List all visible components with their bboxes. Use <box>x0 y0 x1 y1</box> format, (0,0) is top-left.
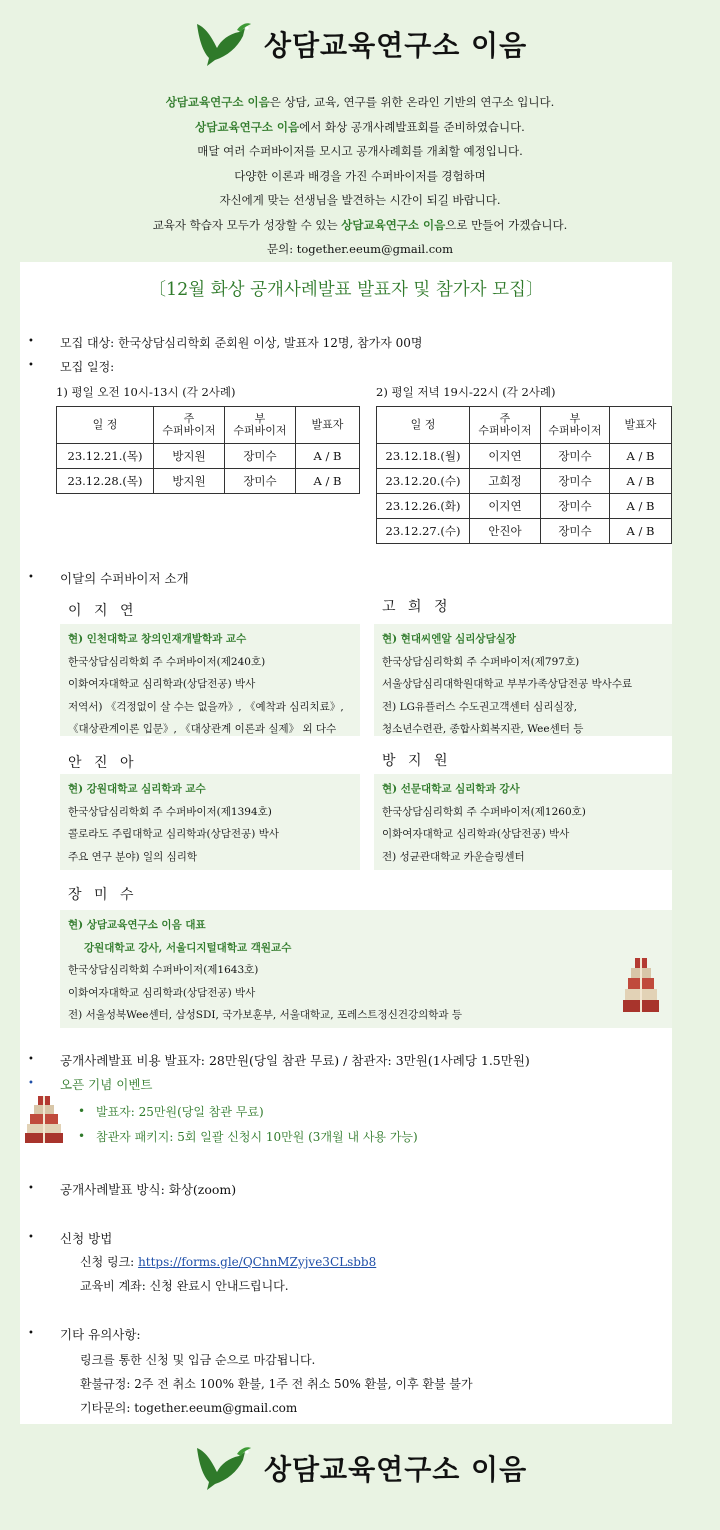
intro-line: 교육자 학습자 모두가 성장할 수 있는 상담교육연구소 이음으로 만들어 가겠습니다. <box>152 217 568 232</box>
supervisor-name: 방 지 원 <box>382 753 452 769</box>
intro-line: 상담교육연구소 이음에서 화상 공개사례발표회를 준비하였습니다. <box>195 119 525 134</box>
intro-line: 상담교육연구소 이음은 상담, 교육, 연구를 위한 온라인 기반의 연구소 입니다. <box>165 95 555 109</box>
cell-presenter: A / B <box>610 494 672 519</box>
table-row <box>377 469 672 494</box>
page-title: 〔12월 화상 공개사례발표 발표자 및 참가자 모집〕 <box>148 280 544 300</box>
header <box>0 0 720 262</box>
notes-line: 링크를 통한 신청 및 입금 순으로 마감됩니다. <box>80 1353 316 1367</box>
apply-link-label: 신청 링크: <box>80 1255 135 1269</box>
bullet: • <box>28 360 34 371</box>
bullet: • <box>28 1183 34 1194</box>
intro-line: 다양한 이론과 배경을 가진 수퍼바이저를 경험하며 <box>234 168 486 183</box>
supervisor-line: 현) 인천대학교 창의인재개발학과 교수 <box>68 633 247 645</box>
cell-main: 방지원 <box>154 469 225 494</box>
sub-bullet: • <box>78 1104 86 1118</box>
cell-sub: 장미수 <box>225 469 296 494</box>
notes-line: 환불규정: 2주 전 취소 100% 환불, 1주 전 취소 50% 환불, 이후 환불 불가 <box>80 1377 473 1391</box>
supervisor-line: 강원대학교 강사, 서울디지털대학교 객원교수 <box>84 941 292 954</box>
supervisor-name: 장 미 수 <box>68 887 138 903</box>
event-heading: 오픈 기념 이벤트 <box>60 1077 153 1092</box>
dove-icon <box>193 18 253 70</box>
cell-presenter: A / B <box>610 444 672 469</box>
cell-sub: 장미수 <box>225 444 296 469</box>
bullet: • <box>28 1232 34 1243</box>
event-item: 발표자: 25만원(당일 참관 무료) <box>96 1105 264 1119</box>
table-row <box>57 444 360 469</box>
weekday-schedule-table <box>56 406 360 494</box>
supervisor-line: 저역서) 《걱정없이 살 수는 없을까》, 《예착과 심리치료》, <box>68 700 344 713</box>
cell-sub: 장미수 <box>541 444 610 469</box>
supervisor-line: 《대상관계이론 입문》, 《대상관계 이론과 실제》 외 다수 <box>68 723 337 735</box>
supervisor-line: 전) 성균관대학교 카운슬링센터 <box>382 850 525 863</box>
notes-heading: 기타 유의사항: <box>60 1327 141 1342</box>
col-main-supervisor: 주 수퍼바이저 <box>154 407 225 444</box>
cell-presenter: A / B <box>296 469 360 494</box>
supervisor-line: 한국상담심리학회 주 수퍼바이저(제797호) <box>382 655 580 668</box>
bullet: • <box>28 1054 34 1065</box>
col-main-supervisor: 주 수퍼바이저 <box>470 407 541 444</box>
supervisor-line: 전) 서울성북Wee센터, 삼성SDI, 국가보훈부, 서울대학교, 포레스트정신건강의학과 등 <box>68 1009 463 1021</box>
cell-main: 안진아 <box>470 519 541 544</box>
supervisor-line: 청소년수련관, 종합사회복지관, Wee센터 등 <box>382 723 584 735</box>
apply-account: 교육비 계좌: 신청 완료시 안내드립니다. <box>80 1279 289 1293</box>
supervisor-line: 한국상담심리학회 주 수퍼바이저(제240호) <box>68 655 266 668</box>
fee-info: 공개사례발표 비용 발표자: 28만원(당일 참관 무료) / 참관자: 3만원(1사례당 1.5만원) <box>60 1053 530 1068</box>
cell-main: 고희정 <box>470 469 541 494</box>
weekday-caption: 1) 평일 오전 10시-13시 (각 2사례) <box>56 385 236 399</box>
supervisor-card <box>60 624 360 736</box>
supervisor-name: 고 희 정 <box>382 599 452 615</box>
evening-schedule-table <box>376 406 672 544</box>
intro-text <box>0 90 720 262</box>
supervisor-line: 현) 강원대학교 심리학과 교수 <box>68 783 206 795</box>
supervisor-card <box>60 774 360 870</box>
gift-stack-icon <box>622 956 660 1014</box>
table-row <box>57 469 360 494</box>
cell-sub: 장미수 <box>541 519 610 544</box>
col-presenter: 발표자 <box>610 407 672 444</box>
intro-line: 자신에게 맞는 선생님을 발견하는 시간이 되길 바랍니다. <box>219 193 501 207</box>
supervisor-line: 주요 연구 분야) 일의 심리학 <box>68 850 198 863</box>
intro-line: 매달 여러 수퍼바이저를 모시고 공개사례회를 개최할 예정입니다. <box>197 144 523 158</box>
contact-line: 문의: together.eeum@gmail.com <box>266 242 453 256</box>
supervisors-heading: 이달의 수퍼바이저 소개 <box>60 571 189 586</box>
supervisor-line: 전) LG유플러스 수도권고객센터 심리실장, <box>382 700 578 713</box>
method-info: 공개사례발표 방식: 화상(zoom) <box>60 1182 237 1197</box>
bullet: • <box>28 1328 34 1339</box>
event-item: 참관자 패키지: 5회 일괄 신청시 10만원 (3개월 내 사용 가능) <box>96 1130 418 1144</box>
cell-date: 23.12.26.(화) <box>377 494 470 519</box>
col-sub-supervisor: 부 수퍼바이저 <box>541 407 610 444</box>
apply-link-row <box>80 1253 376 1270</box>
cell-date: 23.12.18.(월) <box>377 444 470 469</box>
supervisor-line: 한국상담심리학회 주 수퍼바이저(제1260호) <box>382 805 586 818</box>
cell-sub: 장미수 <box>541 469 610 494</box>
col-presenter: 발표자 <box>296 407 360 444</box>
cell-sub: 장미수 <box>541 494 610 519</box>
gift-stack-icon <box>24 1094 64 1144</box>
table-row <box>377 444 672 469</box>
supervisor-card <box>60 910 672 1028</box>
supervisor-line: 서울상담심리대학원대학교 부부가족상담전공 박사수료 <box>382 678 633 690</box>
supervisor-name: 안 진 아 <box>68 755 138 771</box>
supervisor-card <box>374 774 672 870</box>
cell-main: 이지연 <box>470 444 541 469</box>
table-row <box>377 519 672 544</box>
dove-icon <box>193 1442 253 1494</box>
supervisor-line: 콜로라도 주립대학교 심리학과(상담전공) 박사 <box>68 828 279 840</box>
supervisor-line: 현) 상담교육연구소 이음 대표 <box>68 919 206 931</box>
recruit-schedule-label: 모집 일정: <box>60 360 115 374</box>
cell-date: 23.12.28.(목) <box>57 469 154 494</box>
supervisor-line: 이화여자대학교 심리학과(상담전공) 박사 <box>68 986 256 999</box>
bullet: • <box>28 572 34 583</box>
cell-main: 방지원 <box>154 444 225 469</box>
cell-date: 23.12.21.(목) <box>57 444 154 469</box>
brand-name: 상담교육연구소 이음 <box>263 1453 528 1486</box>
supervisor-name: 이 지 연 <box>68 603 138 619</box>
brand-name: 상담교육연구소 이음 <box>263 29 528 62</box>
apply-heading: 신청 방법 <box>60 1231 113 1246</box>
supervisor-line: 현) 현대씨엔알 심리상담실장 <box>382 633 516 645</box>
col-sub-supervisor: 부 수퍼바이저 <box>225 407 296 444</box>
cell-presenter: A / B <box>610 469 672 494</box>
bullet: • <box>28 336 34 347</box>
recruit-target: 모집 대상: 한국상담심리학회 준회원 이상, 발표자 12명, 참가자 00명 <box>60 336 423 350</box>
sub-bullet: • <box>78 1129 86 1143</box>
supervisor-card <box>374 624 672 736</box>
apply-form-link[interactable]: https://forms.gle/QChnMZyjve3CLsbb8 <box>138 1255 377 1269</box>
supervisor-line: 한국상담심리학회 주 수퍼바이저(제1394호) <box>68 805 272 818</box>
supervisor-line: 이화여자대학교 심리학과(상담전공) 박사 <box>382 828 570 840</box>
cell-date: 23.12.27.(수) <box>377 519 470 544</box>
cell-presenter: A / B <box>610 519 672 544</box>
top-logo <box>0 18 720 70</box>
cell-date: 23.12.20.(수) <box>377 469 470 494</box>
notes-line: 기타문의: together.eeum@gmail.com <box>80 1401 298 1415</box>
cell-presenter: A / B <box>296 444 360 469</box>
table-row <box>377 494 672 519</box>
supervisor-line: 한국상담심리학회 수퍼바이저(제1643호) <box>68 964 259 976</box>
supervisor-line: 현) 선문대학교 심리학과 강사 <box>382 783 520 795</box>
main-panel <box>20 262 672 1424</box>
cell-main: 이지연 <box>470 494 541 519</box>
footer-logo <box>0 1442 720 1494</box>
col-date: 일 정 <box>377 407 470 444</box>
supervisor-line: 이화여자대학교 심리학과(상담전공) 박사 <box>68 678 256 690</box>
col-date: 일 정 <box>57 407 154 444</box>
evening-caption: 2) 평일 저녁 19시-22시 (각 2사례) <box>376 385 556 399</box>
bullet: • <box>28 1078 34 1089</box>
